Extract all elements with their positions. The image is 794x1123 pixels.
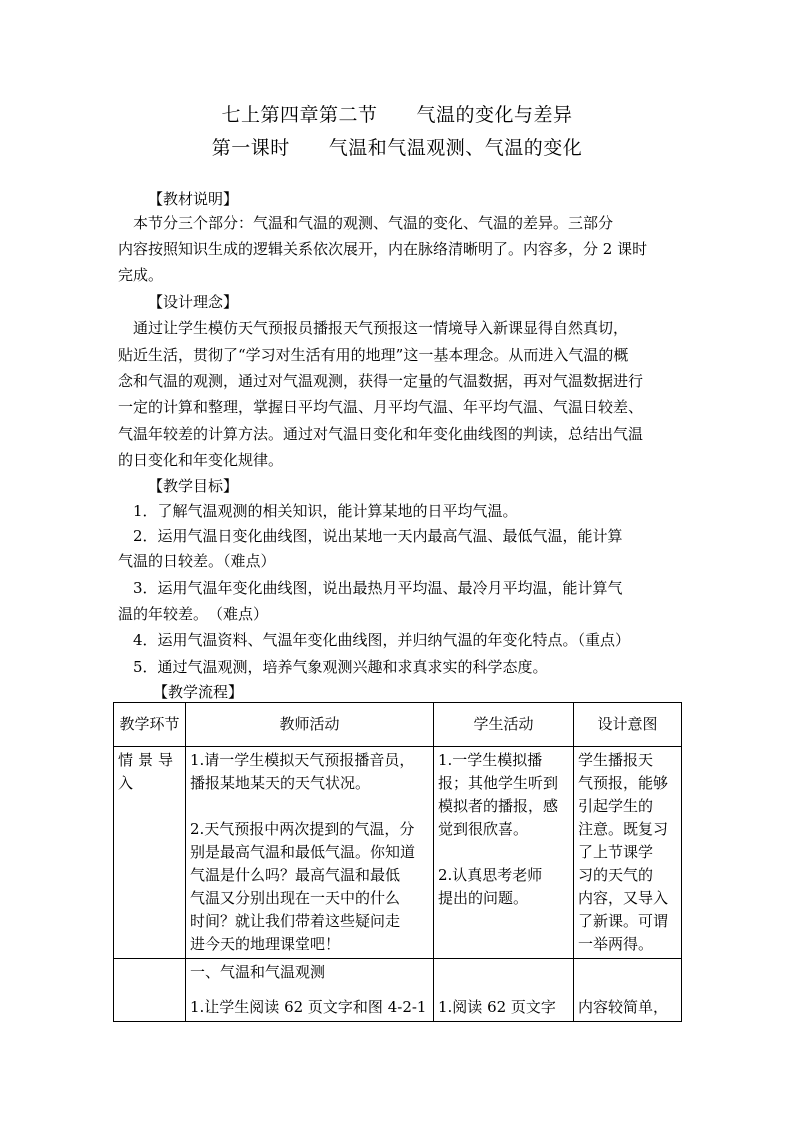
header-stage: 教学环节 xyxy=(114,703,186,747)
student-line: 觉到很欣喜。 xyxy=(438,820,529,838)
goal-line: 2．运用气温日变化曲线图，说出某地一天内最高气温、最低气温，能计算 xyxy=(118,527,623,545)
intent-line: 内容较简单， xyxy=(578,998,669,1016)
teacher-cell xyxy=(186,747,434,959)
goal-line: 3．运用气温年变化曲线图，说出最热月平均温、最冷月平均温，能计算气 xyxy=(118,579,623,597)
student-line: 1.一学生模拟播 xyxy=(438,751,543,769)
teacher-line: 时间？就让我们带着这些疑问走 xyxy=(190,912,401,930)
flow-heading: 【教学流程】 xyxy=(153,683,244,701)
student-line: 1.阅读 62 页文字 xyxy=(438,998,556,1016)
table-row xyxy=(114,747,682,959)
teacher-line: 播报某地某天的天气状况。 xyxy=(190,774,371,792)
intent-line: 习的天气的 xyxy=(578,866,654,884)
design-line: 一定的计算和整理，掌握日平均气温、月平均气温、年平均气温、气温日较差、 xyxy=(118,398,644,416)
header-intent: 设计意图 xyxy=(574,703,682,747)
design-heading: 【设计理念】 xyxy=(148,293,239,311)
teacher-cell xyxy=(186,959,434,1022)
main-title: 七上第四章第二节 气温的变化与差异 xyxy=(221,104,573,126)
intent-line: 内容，又导入 xyxy=(578,889,669,907)
material-line: 完成。 xyxy=(118,266,164,284)
goal-line: 温的年较差。 （难点） xyxy=(118,605,269,623)
teacher-line: 别是最高气温和最低气温。你知道 xyxy=(190,843,416,861)
student-cell xyxy=(434,747,574,959)
stage-label: 情景导入 xyxy=(118,751,179,792)
student-line: 2.认真思考老师 xyxy=(438,866,543,884)
material-heading: 【教材说明】 xyxy=(148,190,239,208)
header-teacher: 教师活动 xyxy=(186,703,434,747)
teacher-line: 一、气温和气温观测 xyxy=(190,963,326,981)
teaching-flow-table xyxy=(113,702,682,1022)
table-row xyxy=(114,959,682,1022)
design-line: 贴近生活，贯彻了“学习对生活有用的地理”这一基本理念。从而进入气温的概 xyxy=(118,346,629,364)
intent-line: 一举两得。 xyxy=(578,935,654,953)
header-student: 学生活动 xyxy=(434,703,574,747)
teacher-line: 2.天气预报中两次提到的气温，分 xyxy=(190,820,415,838)
student-cell xyxy=(434,959,574,1022)
intent-cell xyxy=(574,959,682,1022)
design-line: 的日变化和年变化规律。 xyxy=(118,451,284,469)
teacher-line: 1.请一学生模拟天气预报播音员， xyxy=(190,751,415,769)
design-line: 通过让学生模仿天气预报员播报天气预报这一情境导入新课显得自然真切， xyxy=(118,319,629,337)
material-line: 内容按照知识生成的逻辑关系依次展开，内在脉络清晰明了。内容多，分 2 课时 xyxy=(118,240,648,258)
goal-line: 气温的日较差。（难点） xyxy=(118,552,276,570)
design-line: 念和气温的观测，通过对气温观测，获得一定量的气温数据，再对气温数据进行 xyxy=(118,372,644,390)
intent-line: 引起学生的 xyxy=(578,797,654,815)
teacher-line: 气温又分别出现在一天中的什么 xyxy=(190,889,401,907)
student-line: 报；其他学生听到 xyxy=(438,774,559,792)
goal-line: 1．了解气温观测的相关知识，能计算某地的日平均气温。 xyxy=(118,502,518,520)
intent-line: 了新课。可谓 xyxy=(578,912,669,930)
intent-line: 气预报，能够 xyxy=(578,774,669,792)
goal-line: 4．运用气温资料、气温年变化曲线图，并归纳气温的年变化特点。（重点） xyxy=(118,631,631,649)
stage-cell xyxy=(114,747,186,959)
teacher-line: 气温是什么吗？最高气温和最低 xyxy=(190,866,401,884)
stage-cell xyxy=(114,959,186,1022)
teacher-line: 1.让学生阅读 62 页文字和图 4-2-1 xyxy=(190,998,427,1016)
material-line: 本节分三个部分：气温和气温的观测、气温的变化、气温的差异。三部分 xyxy=(118,214,614,232)
sub-title: 第一课时 气温和气温观测、气温的变化 xyxy=(211,137,583,159)
goal-line: 5．通过气温观测，培养气象观测兴趣和求真求实的科学态度。 xyxy=(118,658,548,676)
intent-line: 了上节课学 xyxy=(578,843,654,861)
goals-heading: 【教学目标】 xyxy=(148,477,239,495)
teacher-line: 进今天的地理课堂吧！ xyxy=(190,935,341,953)
design-line: 气温年较差的计算方法。通过对气温日变化和年变化曲线图的判读，总结出气温 xyxy=(118,425,644,443)
intent-cell xyxy=(574,747,682,959)
intent-line: 注意。既复习 xyxy=(578,820,669,838)
student-line: 提出的问题。 xyxy=(438,889,529,907)
intent-line: 学生播报天 xyxy=(578,751,654,769)
table-header-row xyxy=(114,703,682,747)
student-line: 模拟者的播报，感 xyxy=(438,797,559,815)
